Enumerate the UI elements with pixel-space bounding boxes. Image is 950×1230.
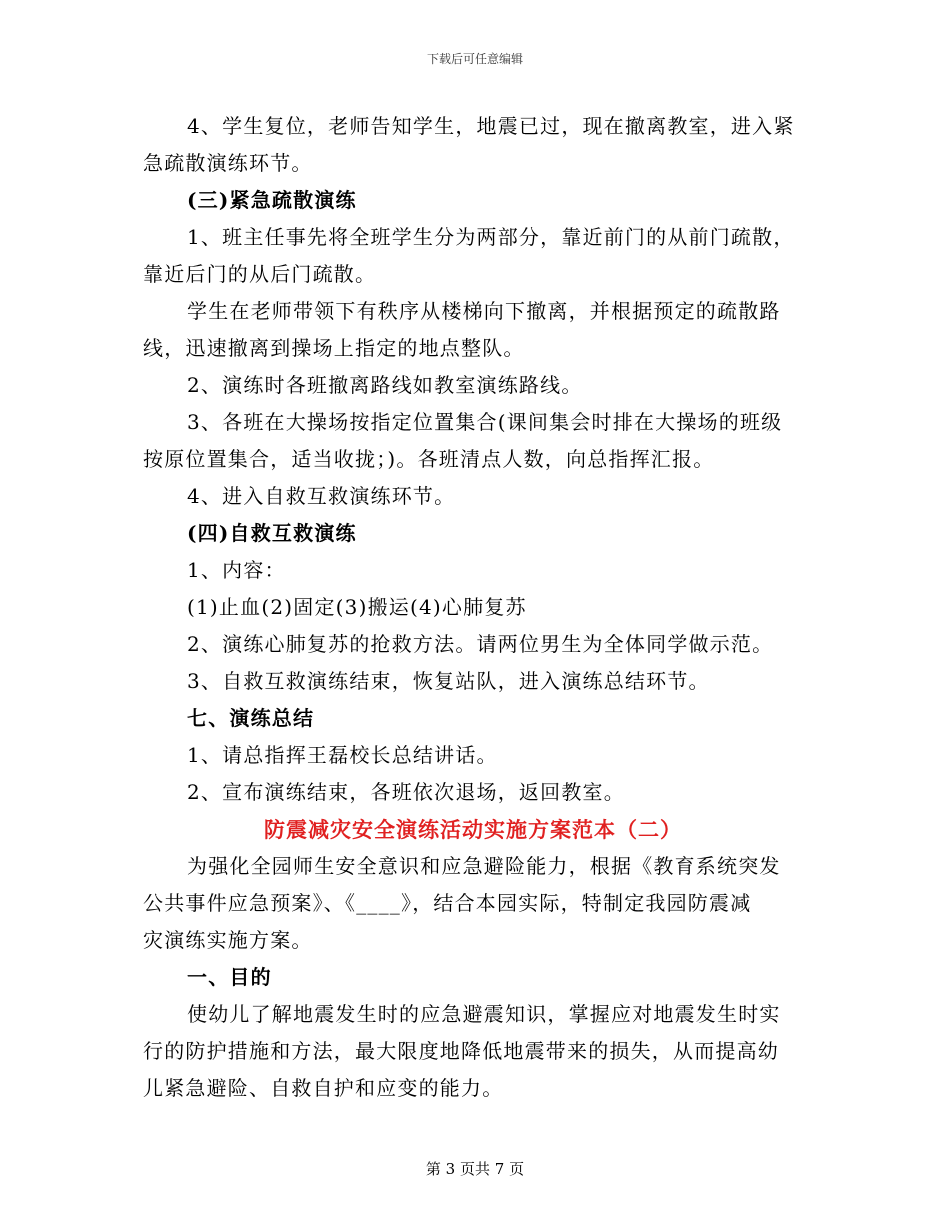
paragraph-line: 2、宣布演练结束，各班依次退场，返回教室。 [187, 780, 625, 804]
section-heading: (四)自救互救演练 [187, 521, 357, 545]
paragraph-line: 1、内容： [187, 558, 286, 582]
paragraph-line: 1、请总指挥王磊校长总结讲话。 [187, 743, 498, 767]
paragraph-line: 使幼儿了解地震发生时的应急避震知识，掌握应对地震发生时实 [187, 1002, 781, 1026]
paragraph-line: 4、学生复位，老师告知学生，地震已过，现在撤离教室，进入紧 [187, 114, 795, 138]
paragraph-line: 行的防护措施和方法，最大限度地降低地震带来的损失，从而提高幼 [143, 1039, 779, 1063]
paragraph-line: 公共事件应急预案》、《____》，结合本园实际，特制定我园防震减 [143, 891, 752, 915]
paragraph-line: 学生在老师带领下有秩序从楼梯向下撤离，并根据预定的疏散路 [187, 299, 781, 323]
page-header: 下载后可任意编辑 [426, 52, 523, 66]
paragraph-line: 3、各班在大操场按指定位置集合(课间集会时排在大操场的班级 [187, 410, 783, 434]
document-body [143, 108, 803, 1107]
paragraph-line: 1、班主任事先将全班学生分为两部分，靠近前门的从前门疏散， [187, 225, 795, 249]
section-heading: 一、目的 [187, 965, 272, 989]
paragraph-line: 线，迅速撤离到操场上指定的地点整队。 [143, 336, 525, 360]
paragraph-line: 急疏散演练环节。 [143, 151, 313, 175]
paragraph-line: (1)止血(2)固定(3)搬运(4)心肺复苏 [187, 595, 527, 619]
document-title: 防震减灾安全演练活动实施方案范本（二） [264, 817, 682, 842]
paragraph-line: 靠近后门的从后门疏散。 [143, 262, 377, 286]
paragraph-line: 3、自救互救演练结束，恢复站队，进入演练总结环节。 [187, 669, 710, 693]
paragraph-line: 儿紧急避险、自救自护和应变的能力。 [143, 1076, 504, 1100]
paragraph-line: 为强化全园师生安全意识和应急避险能力，根据《教育系统突发 [187, 854, 781, 878]
paragraph-line: 按原位置集合，适当收拢；)。各班清点人数，向总指挥汇报。 [143, 447, 715, 471]
section-heading: (三)紧急疏散演练 [187, 188, 357, 212]
paragraph-line: 4、进入自救互救演练环节。 [187, 484, 456, 508]
paragraph-line: 灾演练实施方案。 [143, 928, 313, 952]
page-footer: 第 3 页共 7 页 [425, 1160, 525, 1178]
section-heading: 七、演练总结 [187, 706, 315, 730]
paragraph-line: 2、演练心肺复苏的抢救方法。请两位男生为全体同学做示范。 [187, 632, 774, 656]
paragraph-line: 2、演练时各班撤离路线如教室演练路线。 [187, 373, 583, 397]
